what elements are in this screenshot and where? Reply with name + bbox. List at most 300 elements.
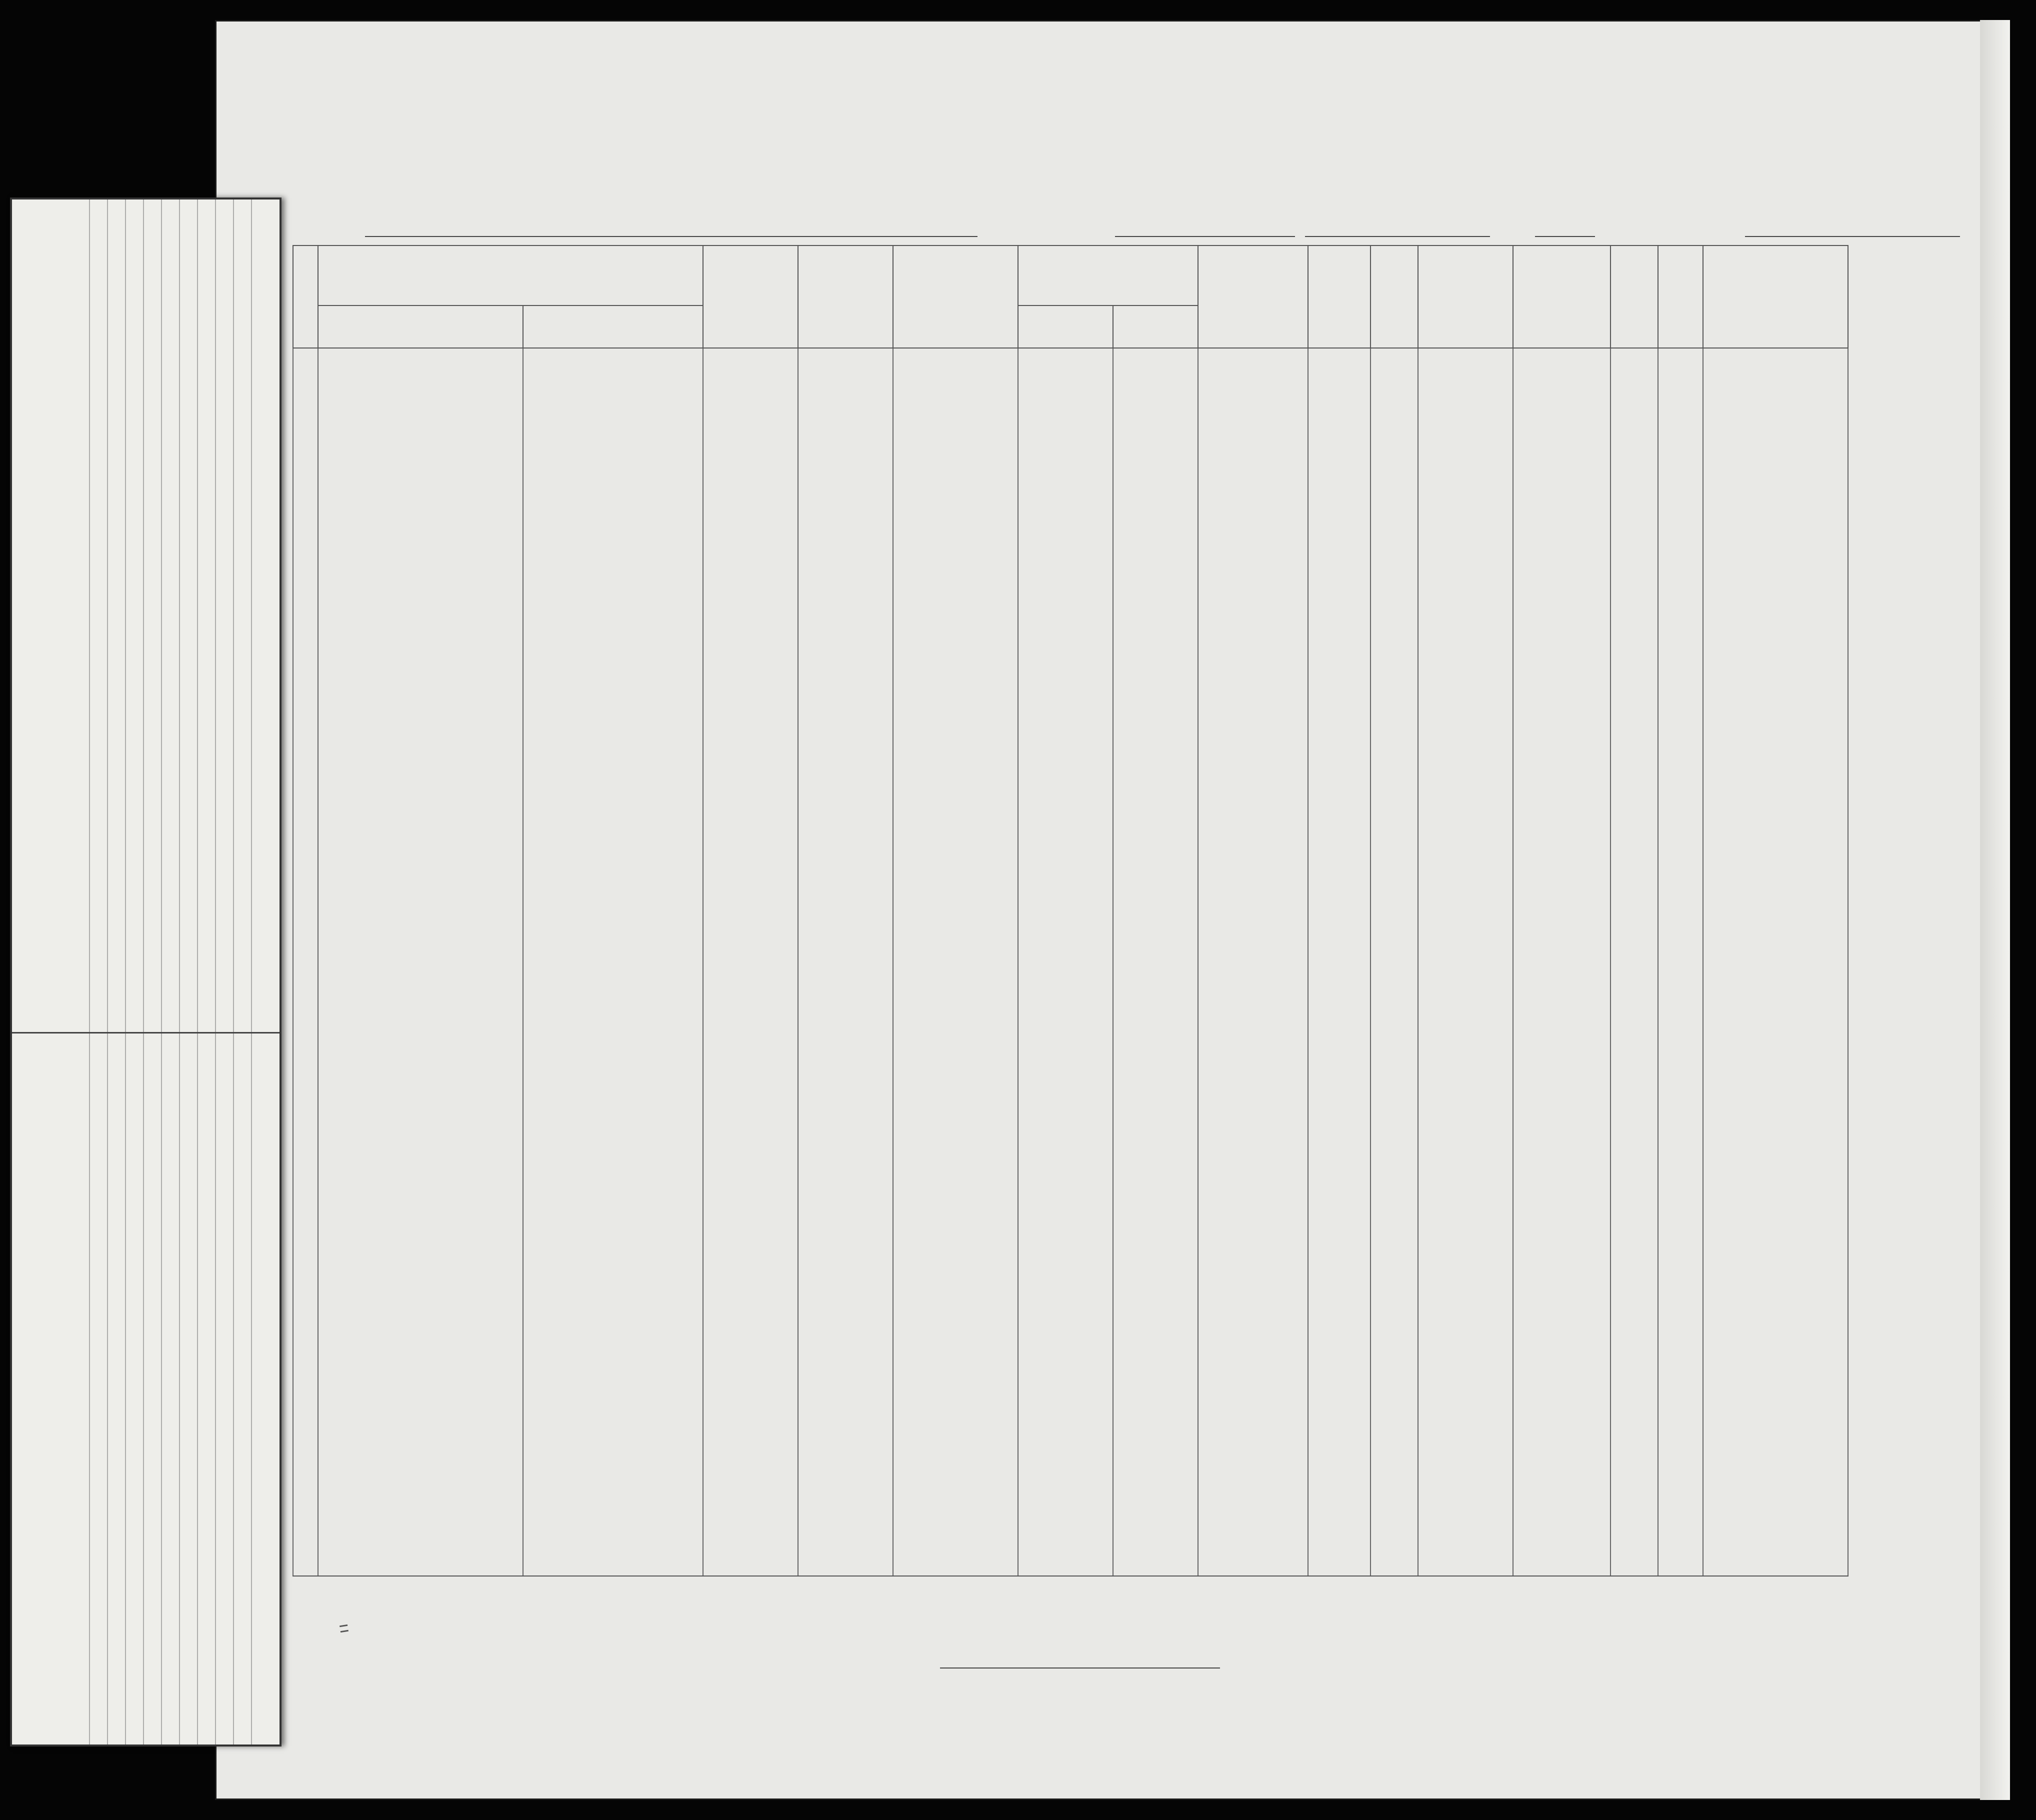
- position-cell: [893, 462, 1018, 500]
- col-header-shipped: [1018, 246, 1198, 306]
- sex-cell: [1418, 1258, 1513, 1296]
- service-length-cell: [798, 1144, 893, 1182]
- table-row: [293, 424, 1848, 462]
- blank-cell: [1113, 1486, 1198, 1576]
- shipped-when-cell: [1018, 1448, 1113, 1486]
- shipped-where-cell: [1113, 1334, 1198, 1372]
- table-row: [293, 652, 1848, 690]
- shipped-when-cell: [1018, 1372, 1113, 1410]
- height-cell: [1658, 348, 1703, 386]
- age-cell: [1370, 728, 1418, 766]
- shipped-when-cell: [1018, 614, 1113, 652]
- row-number-cell: [293, 386, 318, 424]
- nationality-cell: [1610, 1106, 1658, 1144]
- nationality-cell: [1610, 500, 1658, 538]
- service-length-cell: [798, 1220, 893, 1258]
- shipped-where-cell: [1113, 1220, 1198, 1258]
- shipped-where-cell: [1113, 348, 1198, 386]
- shipped-when-cell: [1018, 804, 1113, 842]
- paid-off-cell: [1198, 1448, 1308, 1486]
- paid-off-cell: [1198, 879, 1308, 917]
- position-cell: [893, 1220, 1018, 1258]
- table-row: [293, 1258, 1848, 1296]
- height-cell: [1658, 386, 1703, 424]
- table-row: [293, 500, 1848, 538]
- sex-cell: [1418, 993, 1513, 1031]
- table-row: [293, 1334, 1848, 1372]
- age-cell: [1370, 538, 1418, 576]
- family-name-cell: [318, 1068, 523, 1106]
- paid-off-cell: [1198, 576, 1308, 614]
- nationality-cell: [1610, 804, 1658, 842]
- weight-cell: [1703, 993, 1848, 1031]
- blank-cell: [318, 1486, 523, 1576]
- read-cell: [1308, 1334, 1370, 1372]
- table-row: [293, 1410, 1848, 1448]
- service-length-cell: [798, 1258, 893, 1296]
- position-cell: [893, 728, 1018, 766]
- weight-cell: [1703, 917, 1848, 955]
- crew-rows: [293, 348, 1848, 1576]
- service-length-cell: [798, 766, 893, 804]
- col-header-weight: [1703, 246, 1848, 348]
- paid-off-cell: [1198, 462, 1308, 500]
- height-cell: [1658, 766, 1703, 804]
- position-cell: [893, 993, 1018, 1031]
- table-row: [293, 576, 1848, 614]
- col-header-id-card: [703, 246, 798, 348]
- shipped-when-cell: [1018, 652, 1113, 690]
- paid-off-cell: [1198, 386, 1308, 424]
- row-number-cell: [293, 1144, 318, 1182]
- position-cell: [893, 841, 1018, 879]
- height-cell: [1658, 804, 1703, 842]
- table-row: [293, 1372, 1848, 1410]
- race-cell: [1513, 1372, 1610, 1410]
- family-name-cell: [318, 500, 523, 538]
- blank-cell: [893, 1486, 1018, 1576]
- race-cell: [1513, 614, 1610, 652]
- shipped-when-cell: [1018, 1182, 1113, 1220]
- service-length-cell: [798, 1410, 893, 1448]
- sex-cell: [1418, 728, 1513, 766]
- position-cell: [893, 804, 1018, 842]
- shipped-when-cell: [1018, 841, 1113, 879]
- shipped-where-cell: [1113, 1030, 1198, 1068]
- nationality-cell: [1610, 1296, 1658, 1334]
- position-cell: [893, 1106, 1018, 1144]
- family-name-cell: [318, 424, 523, 462]
- shipped-when-cell: [1018, 1410, 1113, 1448]
- family-name-cell: [318, 955, 523, 993]
- weight-cell: [1703, 1296, 1848, 1334]
- weight-cell: [1703, 576, 1848, 614]
- table-row: [293, 1220, 1848, 1258]
- weight-cell: [1703, 955, 1848, 993]
- paid-off-cell: [1198, 538, 1308, 576]
- row-number-cell: [293, 1220, 318, 1258]
- shipped-when-cell: [1018, 1220, 1113, 1258]
- family-name-cell: [318, 917, 523, 955]
- shipped-where-cell: [1113, 1372, 1198, 1410]
- position-cell: [893, 538, 1018, 576]
- row-number-cell: [293, 955, 318, 993]
- shipped-where-cell: [1113, 993, 1198, 1031]
- age-cell: [1370, 841, 1418, 879]
- shipped-when-cell: [1018, 1144, 1113, 1182]
- height-cell: [1658, 1144, 1703, 1182]
- row-number-cell: [293, 993, 318, 1031]
- nationality-cell: [1610, 424, 1658, 462]
- read-cell: [1308, 1296, 1370, 1334]
- row-number-cell: [293, 1258, 318, 1296]
- shipped-where-cell: [1113, 538, 1198, 576]
- read-cell: [1308, 993, 1370, 1031]
- table-row: [293, 538, 1848, 576]
- height-cell: [1658, 462, 1703, 500]
- family-name-cell: [318, 538, 523, 576]
- paid-off-cell: [1198, 728, 1308, 766]
- race-cell: [1513, 955, 1610, 993]
- shipped-when-cell: [1018, 1334, 1113, 1372]
- weight-cell: [1703, 1258, 1848, 1296]
- family-name-cell: [318, 1448, 523, 1486]
- age-cell: [1370, 462, 1418, 500]
- race-cell: [1513, 652, 1610, 690]
- read-cell: [1308, 1258, 1370, 1296]
- paid-off-cell: [1198, 1144, 1308, 1182]
- sex-cell: [1418, 1068, 1513, 1106]
- race-cell: [1513, 538, 1610, 576]
- table-row: [293, 1144, 1848, 1182]
- read-cell: [1308, 462, 1370, 500]
- row-number-cell: [293, 841, 318, 879]
- position-cell: [893, 1182, 1018, 1220]
- when-year-text: [1020, 972, 1056, 990]
- sex-cell: [1418, 1106, 1513, 1144]
- weight-cell: [1703, 1372, 1848, 1410]
- table-row: [293, 462, 1848, 500]
- service-length-cell: [798, 1448, 893, 1486]
- nationality-cell: [1610, 348, 1658, 386]
- shipped-when-cell: [1018, 766, 1113, 804]
- table-row: [293, 1106, 1848, 1144]
- service-length-cell: [798, 955, 893, 993]
- weight-cell: [1703, 1334, 1848, 1372]
- family-name-cell: [318, 1220, 523, 1258]
- race-cell: [1513, 1068, 1610, 1106]
- row-number-cell: [293, 766, 318, 804]
- service-length-cell: [798, 841, 893, 879]
- row-number-cell: [293, 728, 318, 766]
- height-cell: [1658, 841, 1703, 879]
- race-cell: [1513, 348, 1610, 386]
- read-cell: [1308, 1410, 1370, 1448]
- paid-off-cell: [1198, 993, 1308, 1031]
- position-cell: [893, 690, 1018, 728]
- height-cell: [1658, 1106, 1703, 1144]
- service-length-cell: [798, 652, 893, 690]
- read-cell: [1308, 766, 1370, 804]
- service-length-cell: [798, 614, 893, 652]
- paid-off-cell: [1198, 1258, 1308, 1296]
- paid-off-cell: [1198, 348, 1308, 386]
- shipped-where-cell: [1113, 1296, 1198, 1334]
- col-header-name: [318, 246, 703, 306]
- paid-off-cell: [1198, 690, 1308, 728]
- nationality-cell: [1610, 1182, 1658, 1220]
- race-cell: [1513, 1182, 1610, 1220]
- height-cell: [1658, 1448, 1703, 1486]
- col-header-read: [1308, 246, 1370, 348]
- sex-cell: [1418, 538, 1513, 576]
- shipped-where-cell: [1113, 1258, 1198, 1296]
- family-name-cell: [318, 766, 523, 804]
- row-number-cell: [293, 917, 318, 955]
- table-row: [293, 879, 1848, 917]
- family-name-cell: [318, 386, 523, 424]
- read-cell: [1308, 1182, 1370, 1220]
- weight-cell: [1703, 424, 1848, 462]
- read-cell: [1308, 614, 1370, 652]
- position-cell: [893, 1296, 1018, 1334]
- read-cell: [1308, 576, 1370, 614]
- age-cell: [1370, 1106, 1418, 1144]
- table-row: [293, 766, 1848, 804]
- col-header-sex: [1418, 246, 1513, 348]
- race-cell: [1513, 462, 1610, 500]
- blank-cell: [1418, 1486, 1513, 1576]
- sex-cell: [1418, 690, 1513, 728]
- paid-off-cell: [1198, 766, 1308, 804]
- race-cell: [1513, 917, 1610, 955]
- age-cell: [1370, 1182, 1418, 1220]
- family-name-cell: [318, 1106, 523, 1144]
- position-cell: [893, 917, 1018, 955]
- weight-cell: [1703, 879, 1848, 917]
- weight-cell: [1703, 462, 1848, 500]
- height-cell: [1658, 1030, 1703, 1068]
- shipped-where-cell: [1113, 841, 1198, 879]
- race-cell: [1513, 386, 1610, 424]
- sex-cell: [1418, 424, 1513, 462]
- age-cell: [1370, 766, 1418, 804]
- nationality-cell: [1610, 614, 1658, 652]
- position-cell: [893, 1448, 1018, 1486]
- nationality-cell: [1610, 538, 1658, 576]
- height-cell: [1658, 652, 1703, 690]
- position-cell: [893, 766, 1018, 804]
- row-number-cell: [293, 1106, 318, 1144]
- paid-off-cell: [1198, 652, 1308, 690]
- shipped-where-cell: [1113, 955, 1198, 993]
- sex-cell: [1418, 1220, 1513, 1258]
- position-cell: [893, 652, 1018, 690]
- row-number-cell: [293, 1030, 318, 1068]
- race-cell: [1513, 841, 1610, 879]
- paid-off-cell: [1198, 1410, 1308, 1448]
- read-cell: [1308, 500, 1370, 538]
- sex-cell: [1418, 1030, 1513, 1068]
- service-length-cell: [798, 1372, 893, 1410]
- blank-cell: [1018, 1486, 1113, 1576]
- shipped-when-cell: [1018, 728, 1113, 766]
- col-header-family-name: [318, 306, 523, 348]
- shipped-when-cell: [1018, 879, 1113, 917]
- family-name-cell: [318, 804, 523, 842]
- col-header-height: [1658, 246, 1703, 348]
- family-name-cell: [318, 841, 523, 879]
- shipped-where-cell: [1113, 386, 1198, 424]
- age-cell: [1370, 614, 1418, 652]
- furness-line-stamp: [340, 1624, 348, 1632]
- weight-cell: [1703, 500, 1848, 538]
- position-cell: [893, 1030, 1018, 1068]
- sex-cell: [1418, 804, 1513, 842]
- weight-cell: [1703, 1106, 1848, 1144]
- nationality-cell: [1610, 576, 1658, 614]
- height-cell: [1658, 879, 1703, 917]
- service-length-cell: [798, 1106, 893, 1144]
- weight-cell: [1703, 386, 1848, 424]
- sex-cell: [1418, 766, 1513, 804]
- sex-cell: [1418, 614, 1513, 652]
- family-name-cell: [318, 1410, 523, 1448]
- vessel-line: [295, 210, 1820, 238]
- race-cell: [1513, 576, 1610, 614]
- age-cell: [1370, 386, 1418, 424]
- table-row: [293, 1448, 1848, 1486]
- col-header-number: [293, 246, 318, 348]
- read-cell: [1308, 955, 1370, 993]
- age-cell: [1370, 879, 1418, 917]
- sex-cell: [1418, 1144, 1513, 1182]
- shipped-where-cell: [1113, 1144, 1198, 1182]
- shipped-when-cell: [1018, 1296, 1113, 1334]
- height-cell: [1658, 1410, 1703, 1448]
- read-cell: [1308, 386, 1370, 424]
- shipped-when-cell: [1018, 1258, 1113, 1296]
- blank-cell: [1198, 1486, 1308, 1576]
- row-number-cell: [293, 538, 318, 576]
- table-row: [293, 386, 1848, 424]
- shipped-where-cell: [1113, 804, 1198, 842]
- shipped-when-cell: [1018, 386, 1113, 424]
- blank-cell: [293, 1486, 318, 1576]
- row-number-cell: [293, 879, 318, 917]
- race-cell: [1513, 1258, 1610, 1296]
- row-number-cell: [293, 462, 318, 500]
- position-cell: [893, 955, 1018, 993]
- height-cell: [1658, 1334, 1703, 1372]
- nationality-cell: [1610, 652, 1658, 690]
- service-length-cell: [798, 1182, 893, 1220]
- position-cell: [893, 386, 1018, 424]
- race-cell: [1513, 879, 1610, 917]
- shipped-where-cell: [1113, 917, 1198, 955]
- paid-off-cell: [1198, 955, 1308, 993]
- age-cell: [1370, 993, 1418, 1031]
- table-row: [293, 614, 1848, 652]
- position-cell: [893, 614, 1018, 652]
- family-name-cell: [318, 993, 523, 1031]
- race-cell: [1513, 728, 1610, 766]
- row-number-cell: [293, 424, 318, 462]
- sex-cell: [1418, 841, 1513, 879]
- family-name-cell: [318, 690, 523, 728]
- height-cell: [1658, 538, 1703, 576]
- service-length-cell: [798, 879, 893, 917]
- nationality-cell: [1610, 1068, 1658, 1106]
- row-number-cell: [293, 804, 318, 842]
- sex-cell: [1418, 652, 1513, 690]
- age-cell: [1370, 500, 1418, 538]
- sex-cell: [1418, 917, 1513, 955]
- weight-cell: [1703, 1030, 1848, 1068]
- height-cell: [1658, 424, 1703, 462]
- age-cell: [1370, 1410, 1418, 1448]
- read-cell: [1308, 917, 1370, 955]
- read-cell: [1308, 1448, 1370, 1486]
- service-length-cell: [798, 728, 893, 766]
- sex-cell: [1418, 955, 1513, 993]
- shipped-where-cell: [1113, 690, 1198, 728]
- read-cell: [1308, 841, 1370, 879]
- nationality-cell: [1610, 1258, 1658, 1296]
- shipped-when-cell: [1018, 348, 1113, 386]
- sex-cell: [1418, 879, 1513, 917]
- shipped-where-cell: [1113, 1448, 1198, 1486]
- weight-cell: [1703, 1144, 1848, 1182]
- sex-cell: [1418, 1410, 1513, 1448]
- row-number-cell: [293, 652, 318, 690]
- shipped-when-cell: [1018, 538, 1113, 576]
- weight-cell: [1703, 614, 1848, 652]
- race-cell: [1513, 424, 1610, 462]
- weight-cell: [1703, 1410, 1848, 1448]
- position-cell: [893, 1334, 1018, 1372]
- position-cell: [893, 576, 1018, 614]
- family-name-cell: [318, 576, 523, 614]
- table-row-blank: [293, 1486, 1848, 1576]
- shipped-when-cell: [1018, 500, 1113, 538]
- height-cell: [1658, 1220, 1703, 1258]
- family-name-cell: [318, 1258, 523, 1296]
- col-header-race: [1513, 246, 1610, 348]
- sex-cell: [1418, 462, 1513, 500]
- age-cell: [1370, 1372, 1418, 1410]
- shipped-when-cell: [1018, 576, 1113, 614]
- shipped-where-cell: [1113, 576, 1198, 614]
- shipped-when-cell: [1018, 462, 1113, 500]
- shipped-where-cell: [1113, 1068, 1198, 1106]
- age-cell: [1370, 690, 1418, 728]
- age-cell: [1370, 1448, 1418, 1486]
- read-cell: [1308, 804, 1370, 842]
- height-cell: [1658, 955, 1703, 993]
- nationality-cell: [1610, 917, 1658, 955]
- blank-cell: [1703, 1486, 1848, 1576]
- table-row: [293, 1182, 1848, 1220]
- service-length-cell: [798, 690, 893, 728]
- service-length-cell: [798, 538, 893, 576]
- sex-cell: [1418, 1448, 1513, 1486]
- weight-cell: [1703, 538, 1848, 576]
- row-number-cell: [293, 500, 318, 538]
- service-length-cell: [798, 424, 893, 462]
- service-length-cell: [798, 917, 893, 955]
- paid-off-cell: [1198, 841, 1308, 879]
